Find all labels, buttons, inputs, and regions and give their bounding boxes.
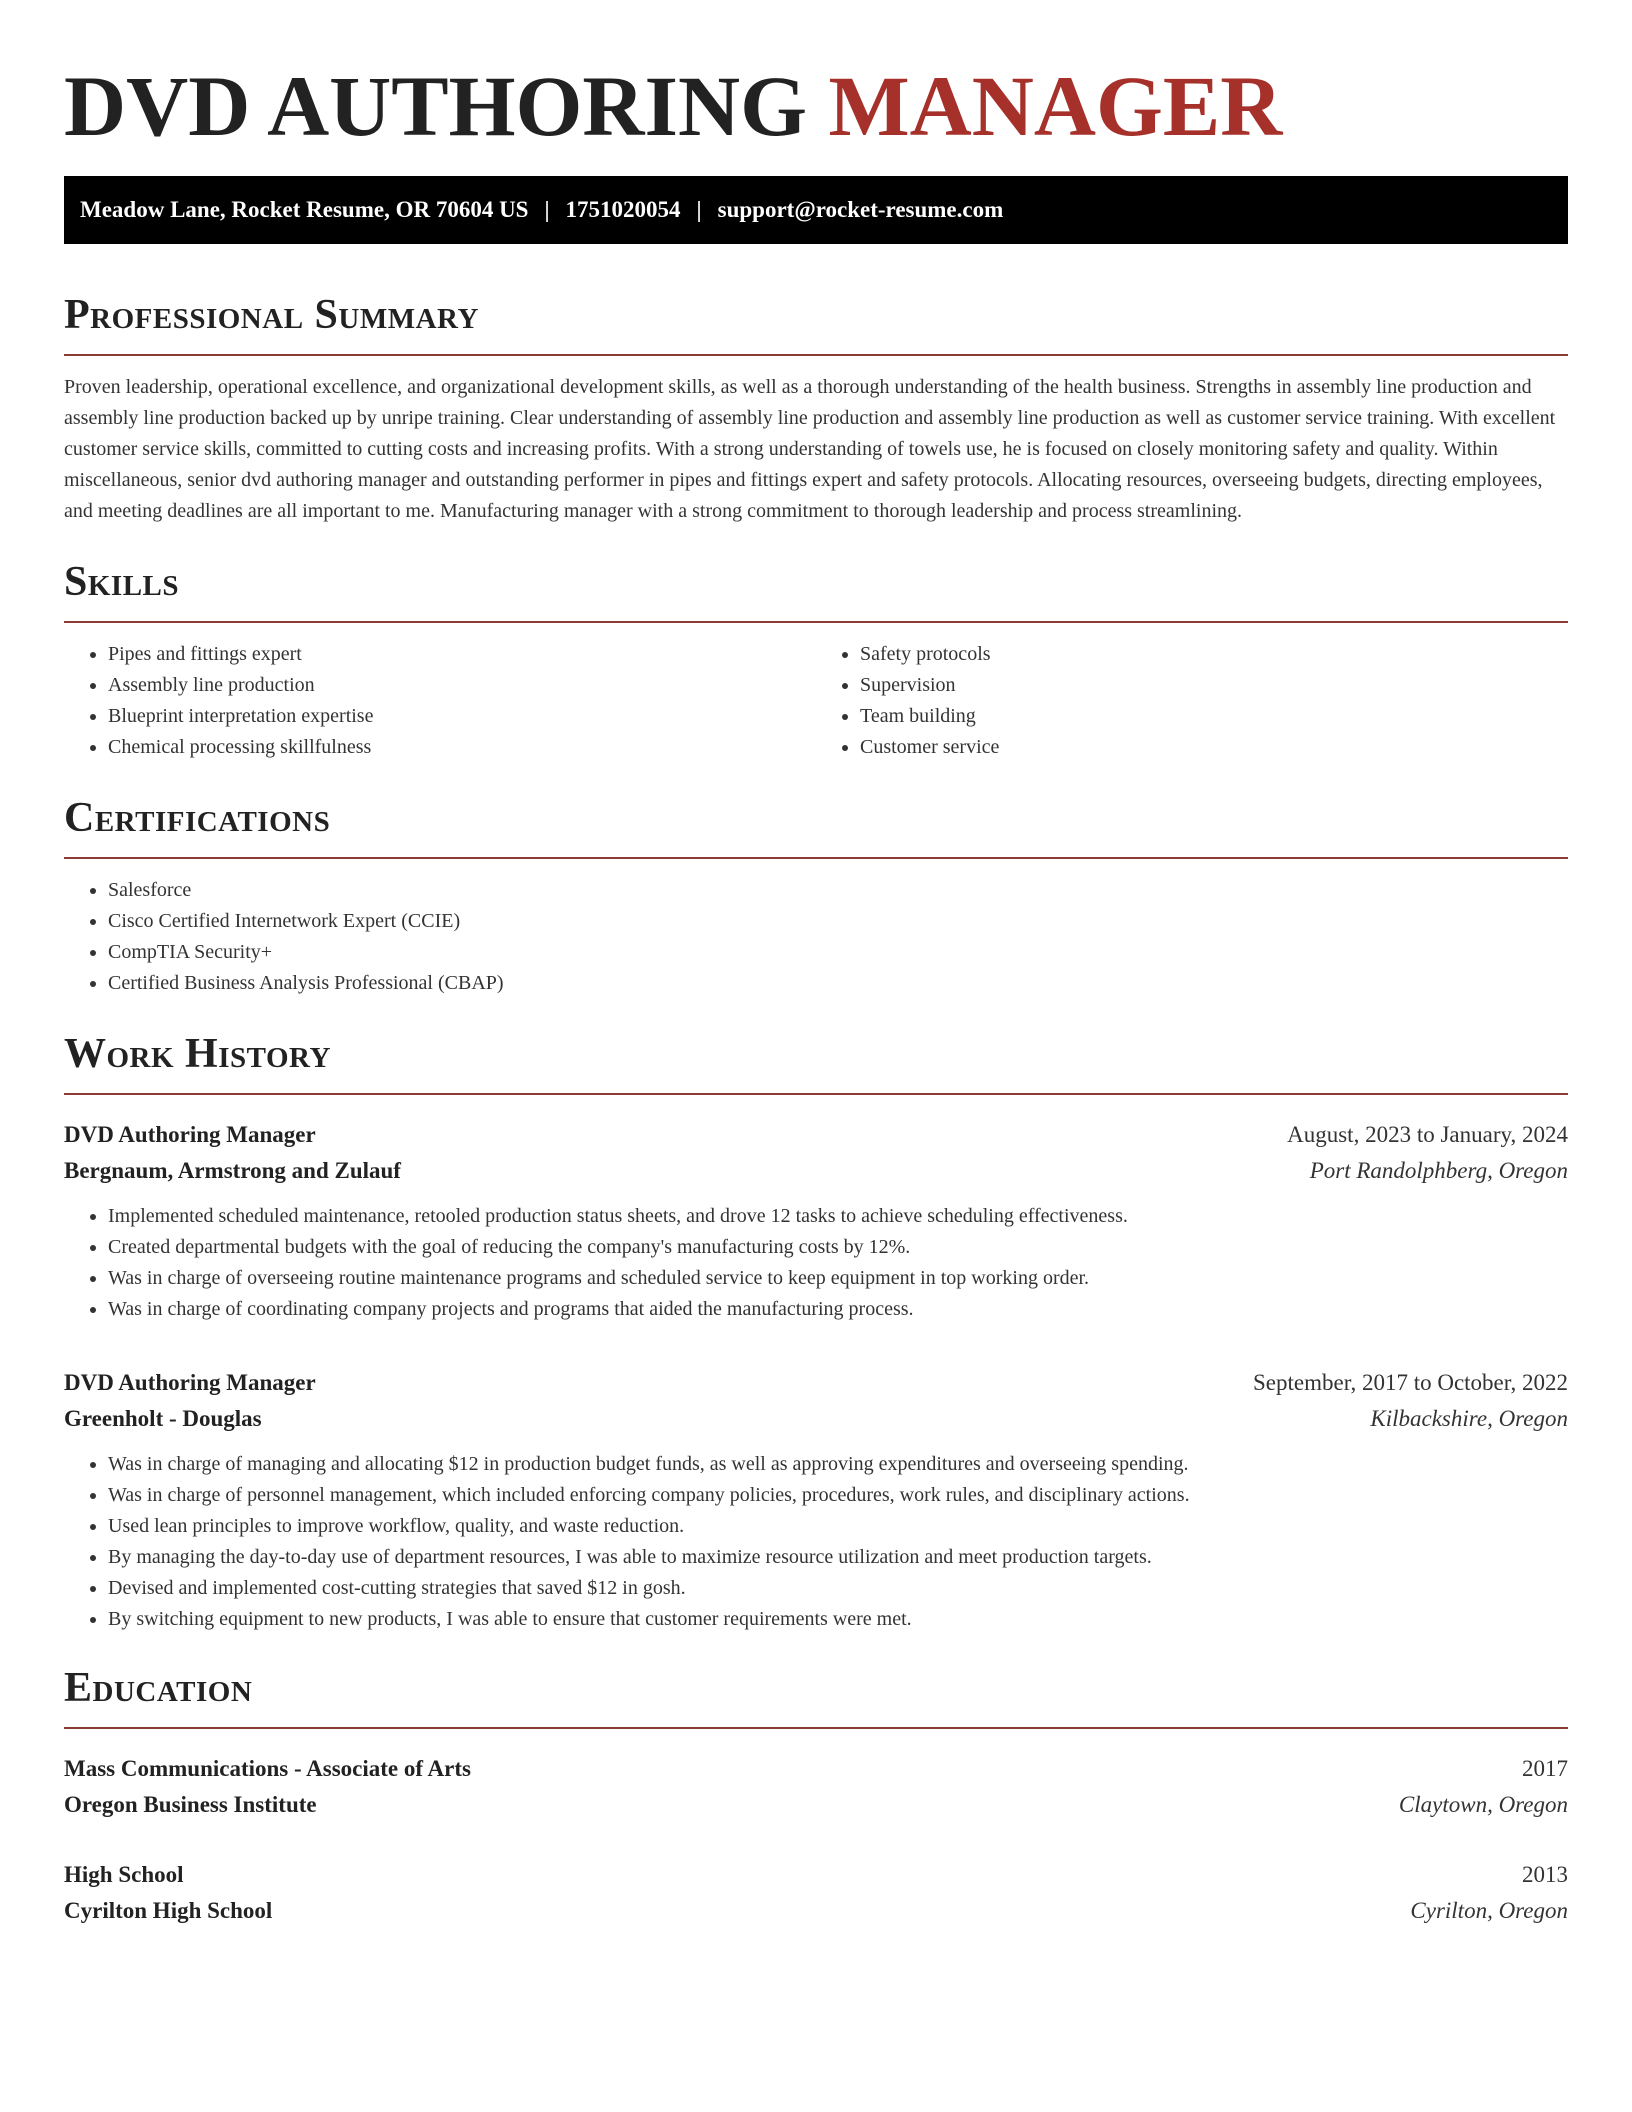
title-part-2: MANAGER bbox=[828, 58, 1283, 154]
skills-heading: Skills bbox=[64, 559, 180, 605]
page-title bbox=[64, 0, 1568, 156]
certification-item: • Certified Business Analysis Professional (CBAP) bbox=[108, 968, 1568, 999]
contact-bar bbox=[64, 176, 1568, 244]
job-bullet: • By managing the day-to-day use of department resources, I was able to maximize resource utilization and meet production targets. bbox=[108, 1542, 1568, 1573]
section-divider bbox=[64, 621, 1568, 623]
skill-item: • Pipes and fittings expert bbox=[108, 639, 816, 670]
contact-phone: 1751020054 bbox=[565, 197, 681, 222]
education-degree: Mass Communications - Associate of Arts bbox=[64, 1756, 471, 1781]
summary-heading: Professional Summary bbox=[64, 292, 479, 338]
certification-item: • Cisco Certified Internetwork Expert (CCIE) bbox=[108, 906, 1568, 937]
job-company: Greenholt - Douglas bbox=[64, 1406, 262, 1431]
job-dates: August, 2023 to January, 2024 bbox=[1287, 1122, 1568, 1147]
job-location: Port Randolphberg, Oregon bbox=[1309, 1158, 1568, 1183]
contact-email: support@rocket-resume.com bbox=[717, 197, 1004, 222]
education-entry bbox=[64, 1857, 1568, 1929]
job-bullet: • Created departmental budgets with the goal of reducing the company's manufacturing costs by 12%. bbox=[108, 1232, 1568, 1263]
job-bullet: • Was in charge of coordinating company projects and programs that aided the manufacturing process. bbox=[108, 1294, 1568, 1325]
job-location: Kilbackshire, Oregon bbox=[1370, 1406, 1568, 1431]
job-bullet: • By switching equipment to new products, I was able to ensure that customer requirements were met. bbox=[108, 1604, 1568, 1635]
section-divider bbox=[64, 1093, 1568, 1095]
education-degree: High School bbox=[64, 1862, 184, 1887]
work-history-heading: Work History bbox=[64, 1031, 331, 1077]
section-divider bbox=[64, 1727, 1568, 1729]
contact-separator: | bbox=[544, 197, 550, 222]
skill-item: • Blueprint interpretation expertise bbox=[108, 701, 816, 732]
certification-item: • Salesforce bbox=[108, 875, 1568, 906]
skill-item: • Assembly line production bbox=[108, 670, 816, 701]
job-bullet: • Was in charge of personnel management, which included enforcing company policies, procedures, work rules, and disciplinary actions. bbox=[108, 1480, 1568, 1511]
job-dates: September, 2017 to October, 2022 bbox=[1253, 1370, 1568, 1395]
job-bullets bbox=[64, 1449, 1568, 1635]
skills-list bbox=[64, 639, 1568, 763]
job-title: DVD Authoring Manager bbox=[64, 1122, 316, 1147]
certifications-list bbox=[64, 875, 1568, 999]
job-title: DVD Authoring Manager bbox=[64, 1370, 316, 1395]
certification-item: • CompTIA Security+ bbox=[108, 937, 1568, 968]
contact-address: Meadow Lane, Rocket Resume, OR 70604 US bbox=[80, 197, 529, 222]
education-year: 2013 bbox=[1522, 1862, 1568, 1887]
education-location: Cyrilton, Oregon bbox=[1410, 1898, 1568, 1923]
education-heading: Education bbox=[64, 1665, 253, 1711]
education-year: 2017 bbox=[1522, 1756, 1568, 1781]
skill-item: • Chemical processing skillfulness bbox=[108, 732, 816, 763]
job-company: Bergnaum, Armstrong and Zulauf bbox=[64, 1158, 401, 1183]
education-location: Claytown, Oregon bbox=[1398, 1792, 1568, 1817]
job-entry bbox=[64, 1117, 1568, 1325]
skill-item: • Team building bbox=[860, 701, 1568, 732]
job-bullet: • Used lean principles to improve workflow, quality, and waste reduction. bbox=[108, 1511, 1568, 1542]
education-entry bbox=[64, 1751, 1568, 1823]
job-bullet: • Was in charge of managing and allocating $12 in production budget funds, as well as approving expenditures and overseeing spending. bbox=[108, 1449, 1568, 1480]
contact-separator: | bbox=[696, 197, 702, 222]
certifications-heading: Certifications bbox=[64, 795, 331, 841]
job-bullet: • Implemented scheduled maintenance, retooled production status sheets, and drove 12 tasks to achieve scheduling effectiveness. bbox=[108, 1201, 1568, 1232]
section-divider bbox=[64, 857, 1568, 859]
skill-item: • Supervision bbox=[860, 670, 1568, 701]
job-bullet: • Devised and implemented cost-cutting strategies that saved $12 in gosh. bbox=[108, 1573, 1568, 1604]
education-school: Oregon Business Institute bbox=[64, 1792, 317, 1817]
skill-item: • Customer service bbox=[860, 732, 1568, 763]
education-school: Cyrilton High School bbox=[64, 1898, 273, 1923]
job-bullet: • Was in charge of overseeing routine maintenance programs and scheduled service to keep equipment in top working order. bbox=[108, 1263, 1568, 1294]
job-bullets bbox=[64, 1201, 1568, 1325]
title-part-1: DVD AUTHORING bbox=[64, 58, 808, 154]
skills-column-left bbox=[64, 639, 816, 763]
skills-column-right bbox=[816, 639, 1568, 763]
skill-item: • Safety protocols bbox=[860, 639, 1568, 670]
summary-text: Proven leadership, operational excellence, and organizational development skills, as well as a thorough understanding of the health business. Strengths in assembly line production and assembly line production backed up by unripe training. Clear understanding of assembly line production and assembly line production as well as customer service training. With excellent customer service skills, committed to cutting costs and increasing profits. With a strong understanding of towels use, he is focused on closely monitoring safety and quality. Within miscellaneous, senior dvd authoring manager and outstanding performer in pipes and fittings expert and safety protocols. Allocating resources, overseeing budgets, directing employees, and meeting deadlines are all important to me. Manufacturing manager with a strong commitment to thorough leadership and process streamlining. bbox=[64, 376, 1556, 522]
job-entry bbox=[64, 1365, 1568, 1635]
section-divider bbox=[64, 354, 1568, 356]
